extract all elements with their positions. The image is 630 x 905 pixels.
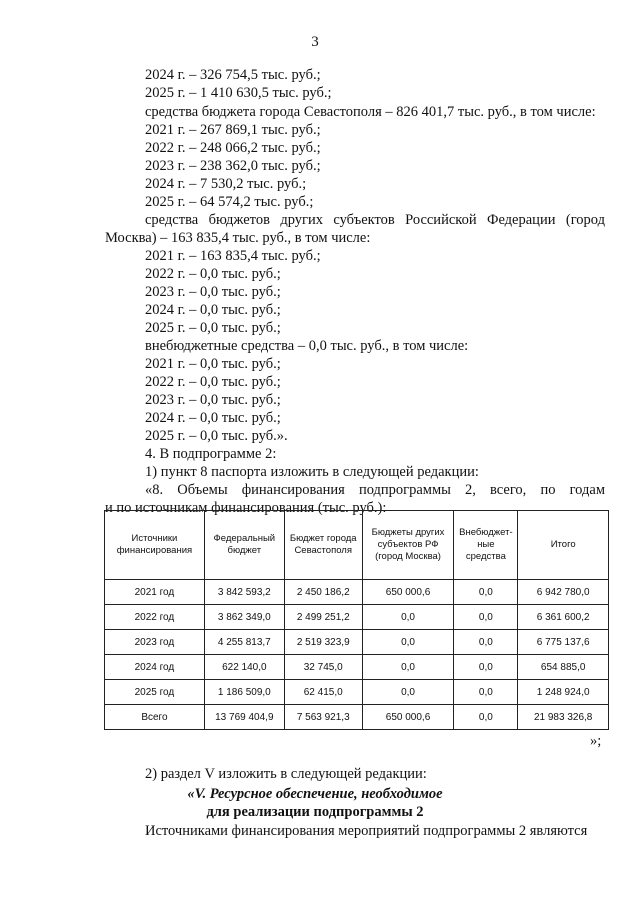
header-sevastopol: Бюджет города Севастополя — [284, 511, 362, 580]
text-line: внебюджетные средства – 0,0 тыс. руб., в том числе: — [145, 338, 469, 354]
table-cell: 6 361 600,2 — [518, 605, 609, 630]
table-cell: 2025 год — [105, 680, 205, 705]
table-cell: 13 769 404,9 — [204, 705, 284, 730]
table-cell: 2 450 186,2 — [284, 580, 362, 605]
header-total: Итого — [518, 511, 609, 580]
text-line: 2025 г. – 1 410 630,5 тыс. руб.; — [145, 85, 332, 101]
table-cell: 0,0 — [362, 680, 454, 705]
table-cell: 21 983 326,8 — [518, 705, 609, 730]
table-cell: 0,0 — [362, 630, 454, 655]
table-row — [105, 605, 609, 630]
last-line: Источниками финансирования мероприятий подпрограммы 2 являются — [145, 823, 588, 839]
table-cell: 7 563 921,3 — [284, 705, 362, 730]
table-cell: 2021 год — [105, 580, 205, 605]
text-line: 2022 г. – 248 066,2 тыс. руб.; — [145, 140, 321, 156]
text-line: 2021 г. – 267 869,1 тыс. руб.; — [145, 122, 321, 138]
table-cell: 32 745,0 — [284, 655, 362, 680]
table-row — [105, 655, 609, 680]
section-heading-line-2: для реализации подпрограммы 2 — [206, 804, 424, 820]
text-line: 2021 г. – 163 835,4 тыс. руб.; — [145, 248, 321, 264]
text-line: средства бюджета города Севастополя – 826 401,7 тыс. руб., в том числе: — [145, 104, 596, 120]
text-line: 2024 г. – 0,0 тыс. руб.; — [145, 410, 281, 426]
paragraph-rest: Москва) – 163 835,4 тыс. руб., в том числе: — [105, 230, 371, 246]
table-cell: 0,0 — [454, 580, 518, 605]
table-cell: 3 862 349,0 — [204, 605, 284, 630]
text-line: 2024 г. – 7 530,2 тыс. руб.; — [145, 176, 307, 192]
text-line: 4. В подпрограмме 2: — [145, 446, 277, 462]
table-row — [105, 580, 609, 605]
table-cell: 650 000,6 — [362, 705, 454, 730]
table-cell: 654 885,0 — [518, 655, 609, 680]
table-total-row — [105, 705, 609, 730]
table-cell: 1 186 509,0 — [204, 680, 284, 705]
text-line: 2023 г. – 0,0 тыс. руб.; — [145, 392, 281, 408]
table-cell: 2 519 323,9 — [284, 630, 362, 655]
page-number: 3 — [311, 34, 319, 50]
text-line: 2023 г. – 0,0 тыс. руб.; — [145, 284, 281, 300]
table-cell: 0,0 — [362, 655, 454, 680]
table-cell: 6 942 780,0 — [518, 580, 609, 605]
text-line: 2022 г. – 0,0 тыс. руб.; — [145, 374, 281, 390]
table-row — [105, 630, 609, 655]
table-cell: 0,0 — [454, 705, 518, 730]
header-sources: Источники финансирования — [105, 511, 205, 580]
text-line: 2024 г. – 0,0 тыс. руб.; — [145, 302, 281, 318]
header-extrabudgetary: Внебюджет-ные средства — [454, 511, 518, 580]
table-cell: 3 842 593,2 — [204, 580, 284, 605]
table-cell: 2024 год — [105, 655, 205, 680]
table-cell: 0,0 — [454, 680, 518, 705]
table-closing-quote: »; — [590, 733, 602, 749]
section-heading-line-1: «V. Ресурсное обеспечение, необходимое — [187, 786, 443, 802]
financing-table — [104, 510, 609, 730]
table-cell: 0,0 — [454, 655, 518, 680]
table-cell: 0,0 — [362, 605, 454, 630]
table-cell: 2023 год — [105, 630, 205, 655]
text-line: 2025 г. – 0,0 тыс. руб.». — [145, 428, 288, 444]
table-cell: 622 140,0 — [204, 655, 284, 680]
header-other-subjects: Бюджеты других субъектов РФ (город Москва) — [362, 511, 454, 580]
text-line: 1) пункт 8 паспорта изложить в следующей редакции: — [145, 464, 479, 480]
table-row — [105, 680, 609, 705]
table-header-row — [105, 511, 609, 580]
paragraph-first-line: средства бюджетов других субъектов Российской Федерации (город — [145, 212, 605, 228]
text-line: 2022 г. – 0,0 тыс. руб.; — [145, 266, 281, 282]
table-cell: 0,0 — [454, 630, 518, 655]
paragraph-rest: и по источникам финансирования (тыс. руб.): — [105, 500, 387, 516]
table-cell: 0,0 — [454, 605, 518, 630]
table-cell: 1 248 924,0 — [518, 680, 609, 705]
paragraph-other-budgets — [105, 211, 605, 247]
text-line: 2025 г. – 64 574,2 тыс. руб.; — [145, 194, 314, 210]
paragraph-first-line: «8. Объемы финансирования подпрограммы 2, всего, по годам — [145, 482, 605, 498]
table-cell: 62 415,0 — [284, 680, 362, 705]
section-change-line: 2) раздел V изложить в следующей редакции: — [145, 766, 427, 782]
text-line: 2025 г. – 0,0 тыс. руб.; — [145, 320, 281, 336]
table-cell: 2 499 251,2 — [284, 605, 362, 630]
text-line: 2024 г. – 326 754,5 тыс. руб.; — [145, 67, 321, 83]
table-cell: 2022 год — [105, 605, 205, 630]
header-federal: Федеральный бюджет — [204, 511, 284, 580]
table-cell: Всего — [105, 705, 205, 730]
text-line: 2023 г. – 238 362,0 тыс. руб.; — [145, 158, 321, 174]
table-cell: 650 000,6 — [362, 580, 454, 605]
table-cell: 4 255 813,7 — [204, 630, 284, 655]
text-line: 2021 г. – 0,0 тыс. руб.; — [145, 356, 281, 372]
table-cell: 6 775 137,6 — [518, 630, 609, 655]
